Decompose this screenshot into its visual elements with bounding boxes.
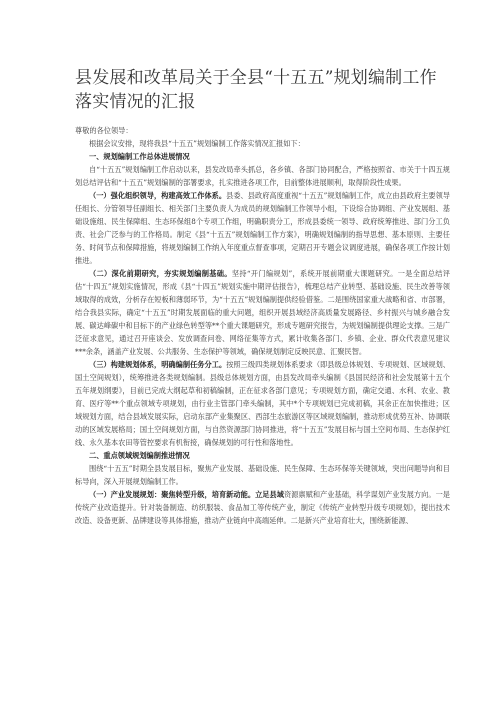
greeting: 尊敬的各位领导： bbox=[75, 126, 133, 135]
subheading-2-1: （一）产业发展规划：聚焦转型升级，培育新动能。立足县域 bbox=[89, 490, 284, 499]
section-1-paragraph-4: （三）构建规划体系，明确编制任务分工。按照三级四类规划体系要求（即县级总体规划、专项规划、区域规划、国土空间规划），统筹推进各类规划编制。县级总体规划方面，由县发改局牵头编制《县国民经济和社会发展第十五个五年规划纲要》，目前已完成大纲起草和初稿编制，正在征求各部门意见；专项规划方面，确定交通、水利、农业、教育、医疗等**个重点领域专项规划，由行业主管部门牵头编制，其中*个专项规划已完成初稿，其余正在加快推进；区域规划方面，结合县域发展实际，启动东部产业集聚区、西部生态旅游区等区域规划编制，推动形成优势互补、协调联动的区域发展格局；国土空间规划方面，与自然资源部门协同推进，将“十五五”发展目标与国土空间布局、生态保护红线、永久基本农田等管控要求有机衔接，确保规划的可行性和落地性。 bbox=[75, 360, 450, 447]
section-2-paragraph-2: （一）产业发展规划：聚焦转型升级，培育新动能。立足县域资源禀赋和产业基础，科学谋划产业发展方向。一是传统产业改造提升。针对装备制造、纺织服装、食品加工等传统产业，制定《传统产业转型升级专项规划》，提出技术改造、设备更新、品牌建设等具体措施，推动产业链向中高端延伸。二是新兴产业培育壮大，围绕新能源、 bbox=[75, 490, 450, 525]
subheading-1-2: （二）深化前期研究，夯实规划编制基础。 bbox=[89, 269, 232, 278]
section-1-paragraph-3: （二）深化前期研究，夯实规划编制基础。坚持“开门编规划”，系统开展前期重大课题研究。一是全面总结评估“十四五”规划实施情况，形成《县“十四五”规划实施中期评估报告》，梳理总结产业转型、基础设施、民生改善等领域取得的成效，分析存在短板和薄弱环节，为“十五五”规划编制提供经验借鉴。二是围绕国家重大战略和省、市部署，结合我县实际，确定“十五五”时期发展面临的重大问题，组织开展县域经济高质量发展路径、乡村振兴与城乡融合发展、碳达峰碳中和目标下的产业绿色转型等**个重大课题研究，形成专题研究报告，为规划编制提供理论支撑。三是广泛征求意见，通过召开座谈会、发放调查问卷、网络征集等方式，累计收集各部门、乡镇、企业、群众代表意见建议***余条，涵盖产业发展、公共服务、生态保护等领域，确保规划制定反映民意、汇聚民智。 bbox=[75, 269, 450, 356]
section-2-paragraph-1: 围绕“十五五”时期全县发展目标，聚焦产业发展、基础设施、民生保障、生态环保等关键领域，突出问题导向和目标导向，深入开展规划编制工作。 bbox=[75, 464, 450, 486]
subheading-1-1: （一）强化组织领导，构建高效工作体系。 bbox=[89, 191, 227, 200]
document-title: 县发展和改革局关于全县“十五五”规划编制工作落实情况的汇报 bbox=[75, 68, 437, 112]
section-heading-1: 一、规划编制工作总体进展情况 bbox=[89, 152, 190, 161]
subheading-1-3: （三）构建规划体系，明确编制任务分工。 bbox=[89, 360, 227, 369]
section-heading-2: 二、重点领域规划编制推进情况 bbox=[89, 451, 190, 460]
section-1-paragraph-2: （一）强化组织领导，构建高效工作体系。县委、县政府高度重视“十五五”规划编制工作，成立由县政府主要领导任组长、分管领导任副组长、相关部门主要负责人为成员的规划编制工作领导小组，下设综合协调组、产业发展组、基础设施组、民生保障组、生态环保组8个专项工作组，明确职责分工，形成县委统一领导、政府统筹推进、部门分工负责、社会广泛参与的工作格局。制定《县“十五五”规划编制工作方案》，明确规划编制的指导思想、基本原则、主要任务、时间节点和保障措施，将规划编制工作纳入年度重点督查事项，定期召开专题会议调度进展，确保各项工作按计划推进。 bbox=[75, 191, 450, 265]
section-1-paragraph-1: 自“十五五”规划编制工作启动以来，县发改局牵头抓总，各乡镇、各部门协同配合，严格按照省、市关于十四五规划总结评估和“十五五”规划编制的部署要求，扎实推进各项工作，目前整体进展顺利，取得阶段性成果。 bbox=[75, 165, 450, 187]
intro-paragraph: 根据会议安排，现将我县“十五五”规划编制工作落实情况汇报如下： bbox=[89, 139, 305, 148]
